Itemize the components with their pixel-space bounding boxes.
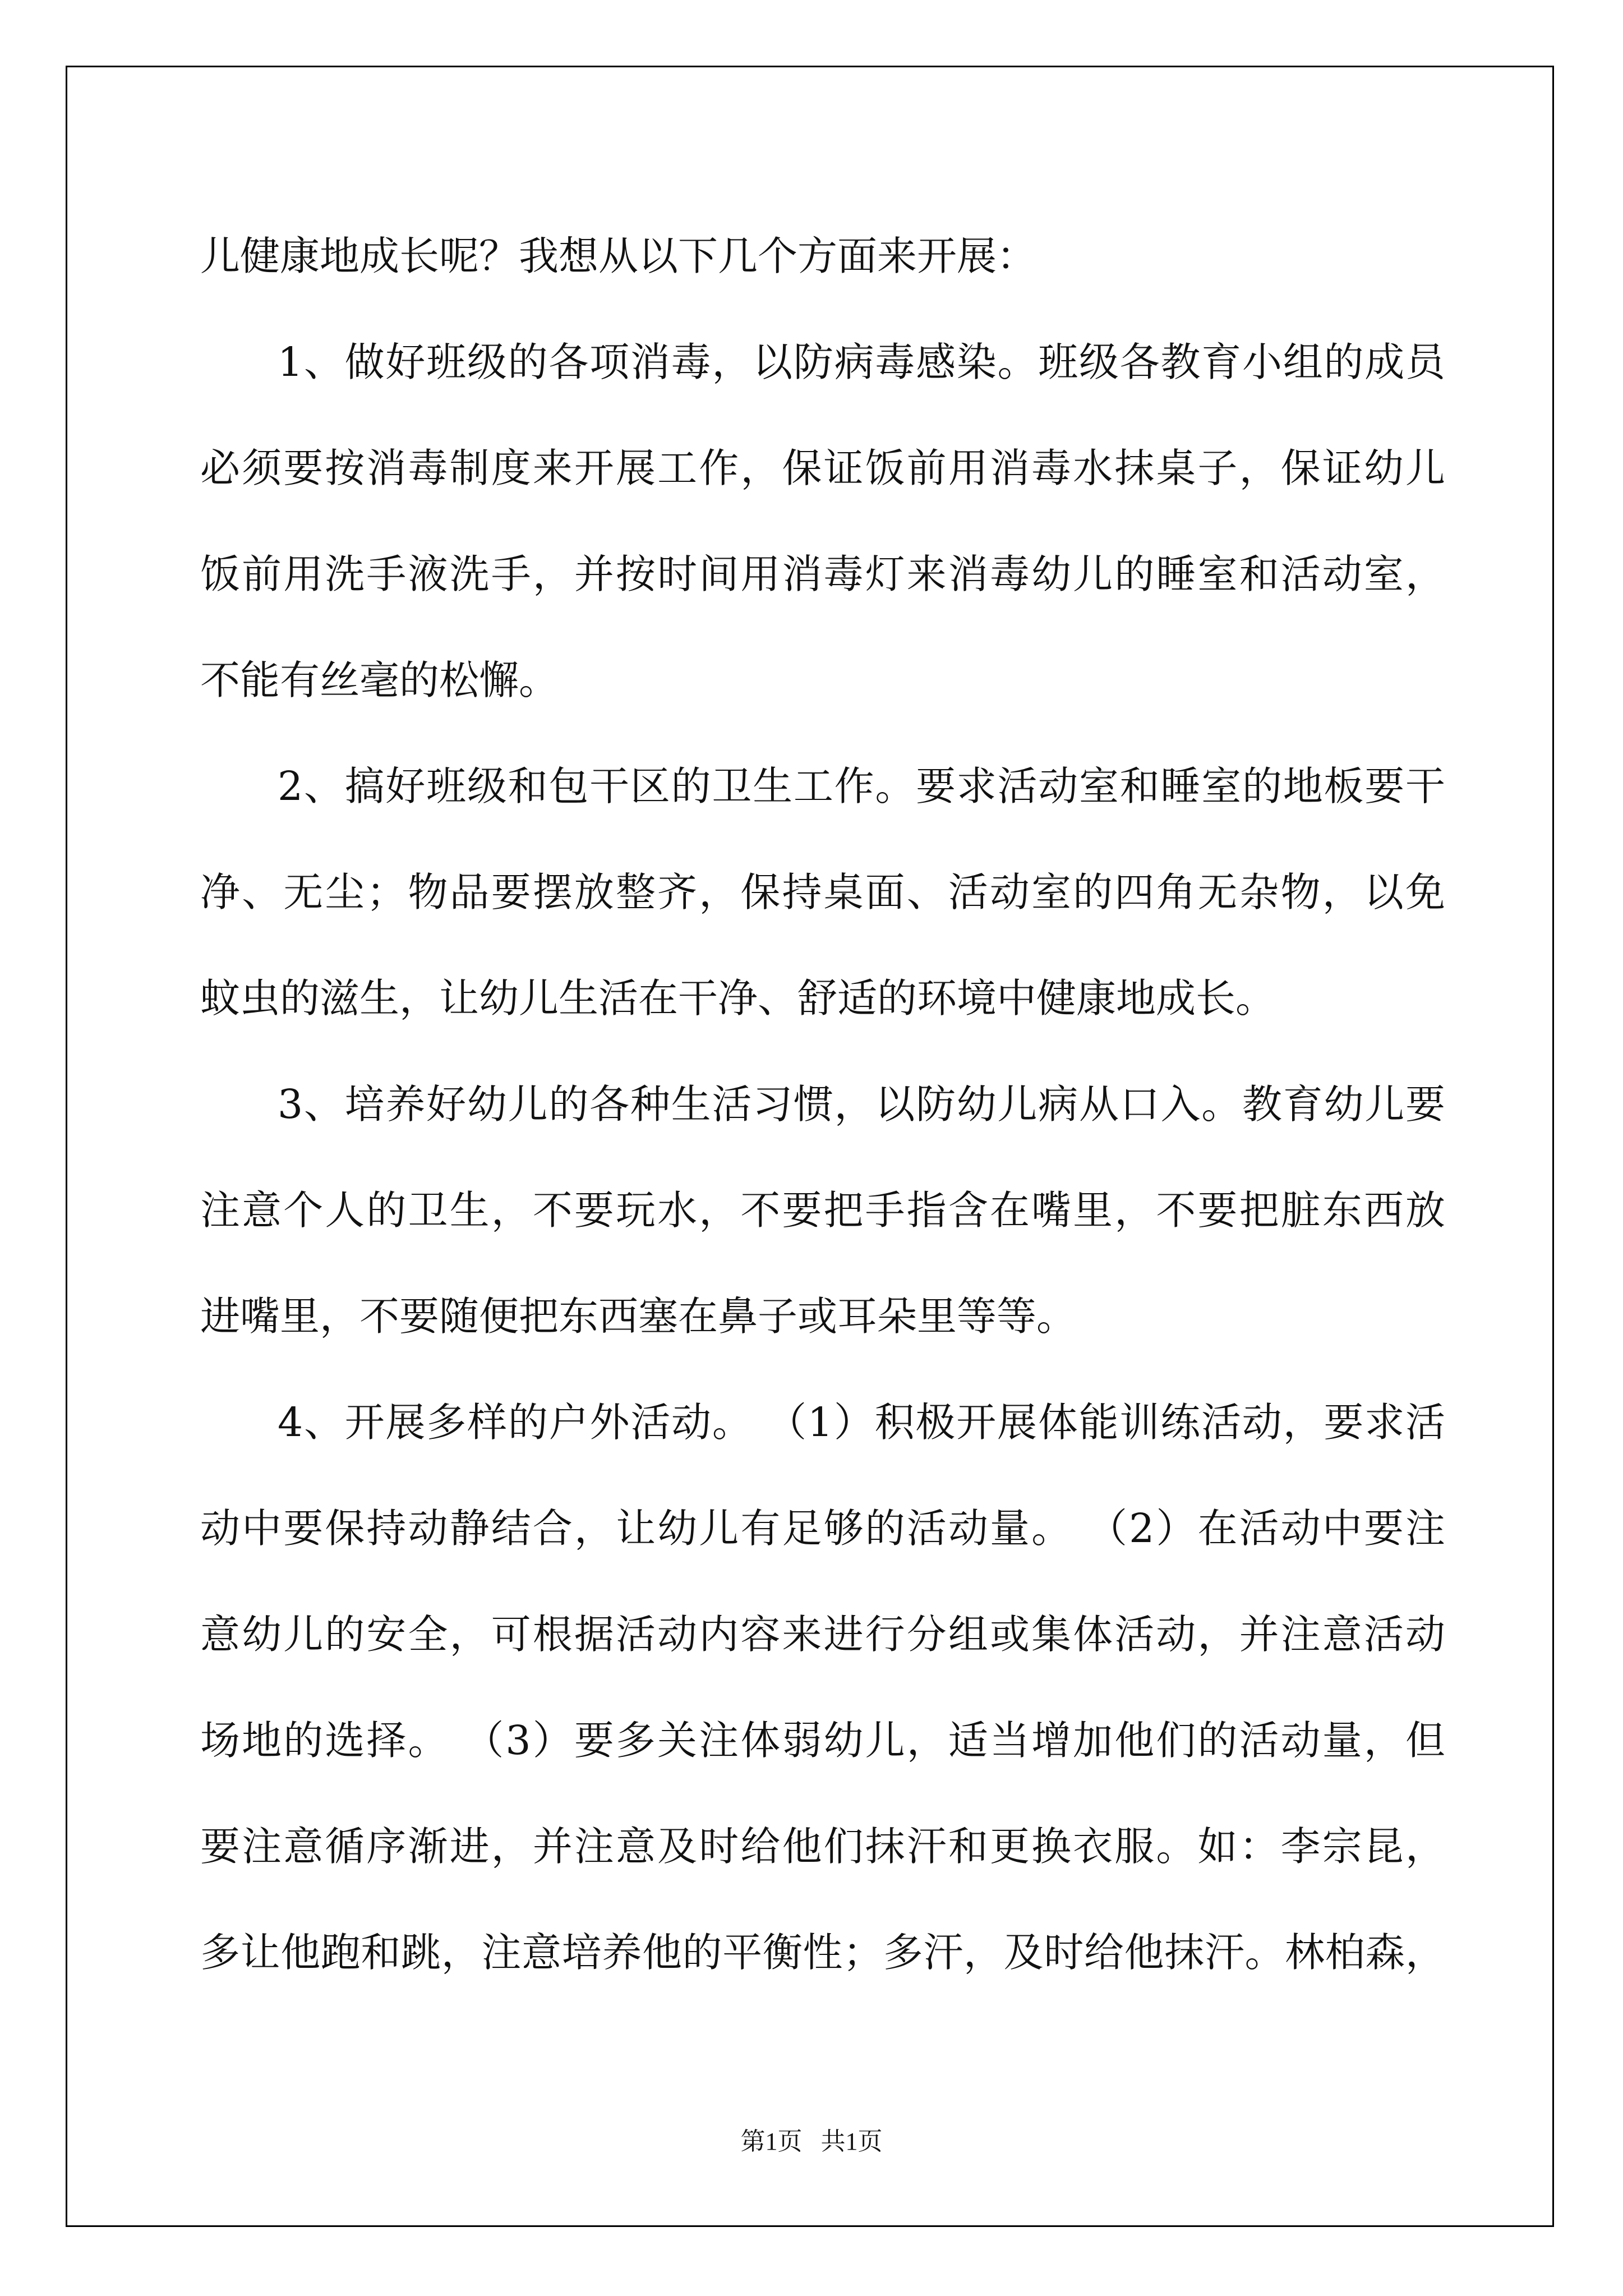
document-body [200, 203, 1468, 2005]
paragraph-line: 动中要保持动静结合，让幼儿有足够的活动量。 （2）在活动中要注 [200, 1505, 1445, 1552]
paragraph-line: 净、无尘；物品要摆放整齐，保持桌面、活动室的四角无杂物，以免 [200, 869, 1445, 915]
paragraph-line: 2、搞好班级和包干区的卫生工作。要求活动室和睡室的地板要干 [278, 763, 1445, 809]
paragraph-line: 多让他跑和跳，注意培养他的平衡性；多汗，及时给他抹汗。林柏森， [200, 1929, 1445, 1976]
paragraph [200, 733, 1468, 1051]
paragraph-line: 要注意循序渐进，并注意及时给他们抹汗和更换衣服。如：李宗昆， [200, 1823, 1445, 1870]
paragraph-line: 场地的选择。 （3）要多关注体弱幼儿，适当增加他们的活动量，但 [200, 1717, 1445, 1764]
paragraph-line: 4、开展多样的户外活动。 （1）积极开展体能训练活动，要求活 [278, 1399, 1445, 1446]
paragraph-line: 不能有丝毫的松懈。 [200, 657, 559, 703]
paragraph-line: 蚊虫的滋生，让幼儿生活在干净、舒适的环境中健康地成长。 [200, 975, 1276, 1022]
paragraph [200, 309, 1468, 733]
paragraph-line: 注意个人的卫生，不要玩水，不要把手指含在嘴里，不要把脏东西放 [200, 1187, 1445, 1234]
paragraph-line: 必须要按消毒制度来开展工作，保证饭前用消毒水抹桌子，保证幼儿 [200, 445, 1445, 491]
paragraph-line: 3、培养好幼儿的各种生活习惯，以防幼儿病从口入。教育幼儿要 [278, 1081, 1445, 1128]
paragraph-line: 饭前用洗手液洗手，并按时间用消毒灯来消毒幼儿的睡室和活动室， [200, 551, 1445, 597]
paragraph [200, 1051, 1468, 1369]
page-footer: 第1页 共1页 [740, 2128, 883, 2155]
paragraph-line: 1、做好班级的各项消毒，以防病毒感染。班级各教育小组的成员 [278, 339, 1445, 385]
paragraph [200, 203, 1468, 309]
paragraph [200, 1369, 1468, 2005]
paragraph-line: 意幼儿的安全，可根据活动内容来进行分组或集体活动，并注意活动 [200, 1611, 1445, 1658]
paragraph-line: 儿健康地成长呢？我想从以下几个方面来开展： [200, 233, 1037, 279]
paragraph-line: 进嘴里，不要随便把东西塞在鼻子或耳朵里等等。 [200, 1293, 1077, 1340]
